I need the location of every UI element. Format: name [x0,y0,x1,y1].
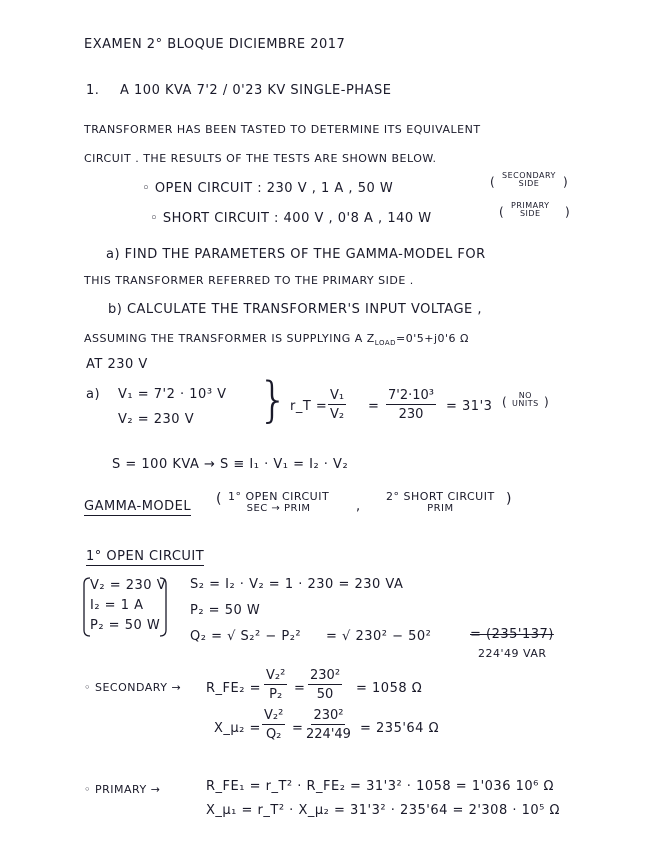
rfe2-fraction-1 [264,668,287,702]
xmu2-result: = 235'64 Ω [360,721,440,736]
gamma-note-2 [386,491,495,514]
test-open-note-top: SECONDARY [502,171,556,180]
test-open-circuit [142,182,393,195]
s2-equation: S₂ = I₂ · V₂ = 1 · 230 = 230 VA [190,577,404,592]
open-circuit-title: 1° OPEN CIRCUIT [86,549,205,564]
rfe1-equation: R_FE₁ = r_T² · R_FE₂ = 31'3² · 1058 = 1'036 10⁶ Ω [206,779,554,794]
rt-result: = 31'3 [446,399,493,414]
test-short-note [511,202,550,218]
equals-sign: = [292,721,304,736]
part-b-line-3: AT 230 V [86,357,148,372]
bullet-icon: ◦ [84,681,95,694]
given-p2-box: P₂ = 50 W [90,618,161,633]
part-a-line-2: THIS TRANSFORMER REFERRED TO THE PRIMARY SIDE . [84,274,414,287]
rt-value-num: 7'2·10³ [388,388,435,403]
xmu2-f2-den: 224'49 [306,727,351,742]
gamma-note-2-top: 2° SHORT CIRCUIT [386,490,495,503]
given-values-box [84,576,166,638]
p2-equation: P₂ = 50 W [190,603,261,618]
rt-value-den: 230 [398,407,424,422]
rfe2-fraction-2 [308,668,342,702]
test-open-note [502,172,556,188]
gamma-note-2-bottom: PRIM [427,503,454,514]
gamma-note-1-bottom: SEC → PRIM [246,503,311,514]
given-v1: V₁ = 7'2 · 10³ V [118,387,227,402]
rfe2-lhs: R_FE₂ = [206,681,261,696]
equals-sign: = [368,399,380,414]
q2-result: 224'49 VAR [478,647,547,660]
problem-line-2: TRANSFORMER HAS BEEN TASTED TO DETERMINE ITS EQUIVALENT [84,123,481,136]
apparent-power-line: S = 100 KVA → S ≡ I₁ · V₁ = I₂ · V₂ [112,457,349,472]
paren-close: ) [563,175,569,189]
problem-number: 1. [86,83,100,98]
xmu1-equation: X_μ₁ = r_T² · X_μ₂ = 31'3² · 235'64 = 2'308 · 10⁵ Ω [206,803,560,818]
rt-lhs: r_T = [290,399,328,414]
rt-fraction-num: V₁ [330,388,345,403]
part-a-line-1: a) FIND THE PARAMETERS OF THE GAMMA-MODEL FOR [106,247,486,262]
secondary-label-text: SECONDARY → [95,681,182,694]
rt-units-note-top: NO [518,391,532,400]
paren-open: ( [490,175,496,189]
xmu2-fraction-2 [306,708,351,742]
test-short-note-bottom: SIDE [519,209,541,218]
problem-line-1: A 100 KVA 7'2 / 0'23 KV SINGLE-PHASE [120,83,392,98]
given-v2: V₂ = 230 V [118,412,195,427]
right-brace: } [258,372,289,428]
xmu2-f2-num: 230² [313,708,344,723]
primary-label-text: PRIMARY → [95,783,161,796]
rt-units-note [512,392,539,408]
q2-equation-mid: = √ 230² − 50² [326,629,432,644]
test-short-text: SHORT CIRCUIT : 400 V , 0'8 A , 140 W [162,211,432,226]
given-v2-box: V₂ = 230 V [90,578,167,593]
given-i2-box: I₂ = 1 A [90,598,144,613]
bullet-icon: ◦ [84,783,95,796]
paren-close: ) [544,395,550,409]
gamma-note-1-top: 1° OPEN CIRCUIT [228,490,330,503]
part-b-line-2 [84,333,469,347]
problem-line-3: CIRCUIT . THE RESULTS OF THE TESTS ARE SHOWN BELOW. [84,152,437,165]
test-open-note-bottom: SIDE [518,179,540,188]
bullet-icon: ◦ [142,181,155,196]
paren-open: ( [499,205,505,219]
rfe2-f1-num: V₂² [266,668,286,683]
rfe2-result: = 1058 Ω [356,681,423,696]
part-b-line-2-end: =0'5+j0'6 Ω [396,332,469,345]
test-short-note-top: PRIMARY [511,201,550,210]
part-b-line-2-text: ASSUMING THE TRANSFORMER IS SUPPLYING A Z [84,332,375,345]
q2-struck-value: = (235'137) [470,627,554,642]
xmu2-f1-num: V₂² [264,708,284,723]
rt-value-fraction [386,388,436,422]
rfe2-f2-den: 50 [316,687,334,702]
xmu2-fraction-1 [262,708,285,742]
paren-close: ) [565,205,571,219]
rfe2-f1-den: P₂ [269,687,283,702]
bullet-icon: ◦ [150,211,163,226]
primary-label [84,784,160,795]
secondary-label [84,682,181,693]
rt-fraction-den: V₂ [330,407,345,422]
rt-fraction [328,388,346,422]
rfe2-f2-num: 230² [310,668,341,683]
xmu2-f1-den: Q₂ [265,727,282,742]
xmu2-lhs: X_μ₂ = [214,721,261,736]
part-b-line-1: b) CALCULATE THE TRANSFORMER'S INPUT VOLTAGE , [108,302,482,317]
paren-open: ( [502,395,508,409]
test-open-text: OPEN CIRCUIT : 230 V , 1 A , 50 W [154,181,394,196]
exam-header: EXAMEN 2° BLOQUE DICIEMBRE 2017 [84,37,346,52]
comma: , [356,499,361,514]
rt-units-note-bottom: UNITS [512,399,539,408]
paren-open: ( [216,491,222,507]
part-b-line-2-sub: LOAD [374,339,397,348]
test-short-circuit [150,212,432,225]
solution-a-label: a) [86,387,101,402]
equals-sign: = [294,681,306,696]
gamma-note-1 [228,491,329,514]
gamma-model-title: GAMMA-MODEL [84,499,192,514]
q2-equation-lhs: Q₂ = √ S₂² − P₂² [190,629,302,644]
paren-close: ) [506,491,512,507]
